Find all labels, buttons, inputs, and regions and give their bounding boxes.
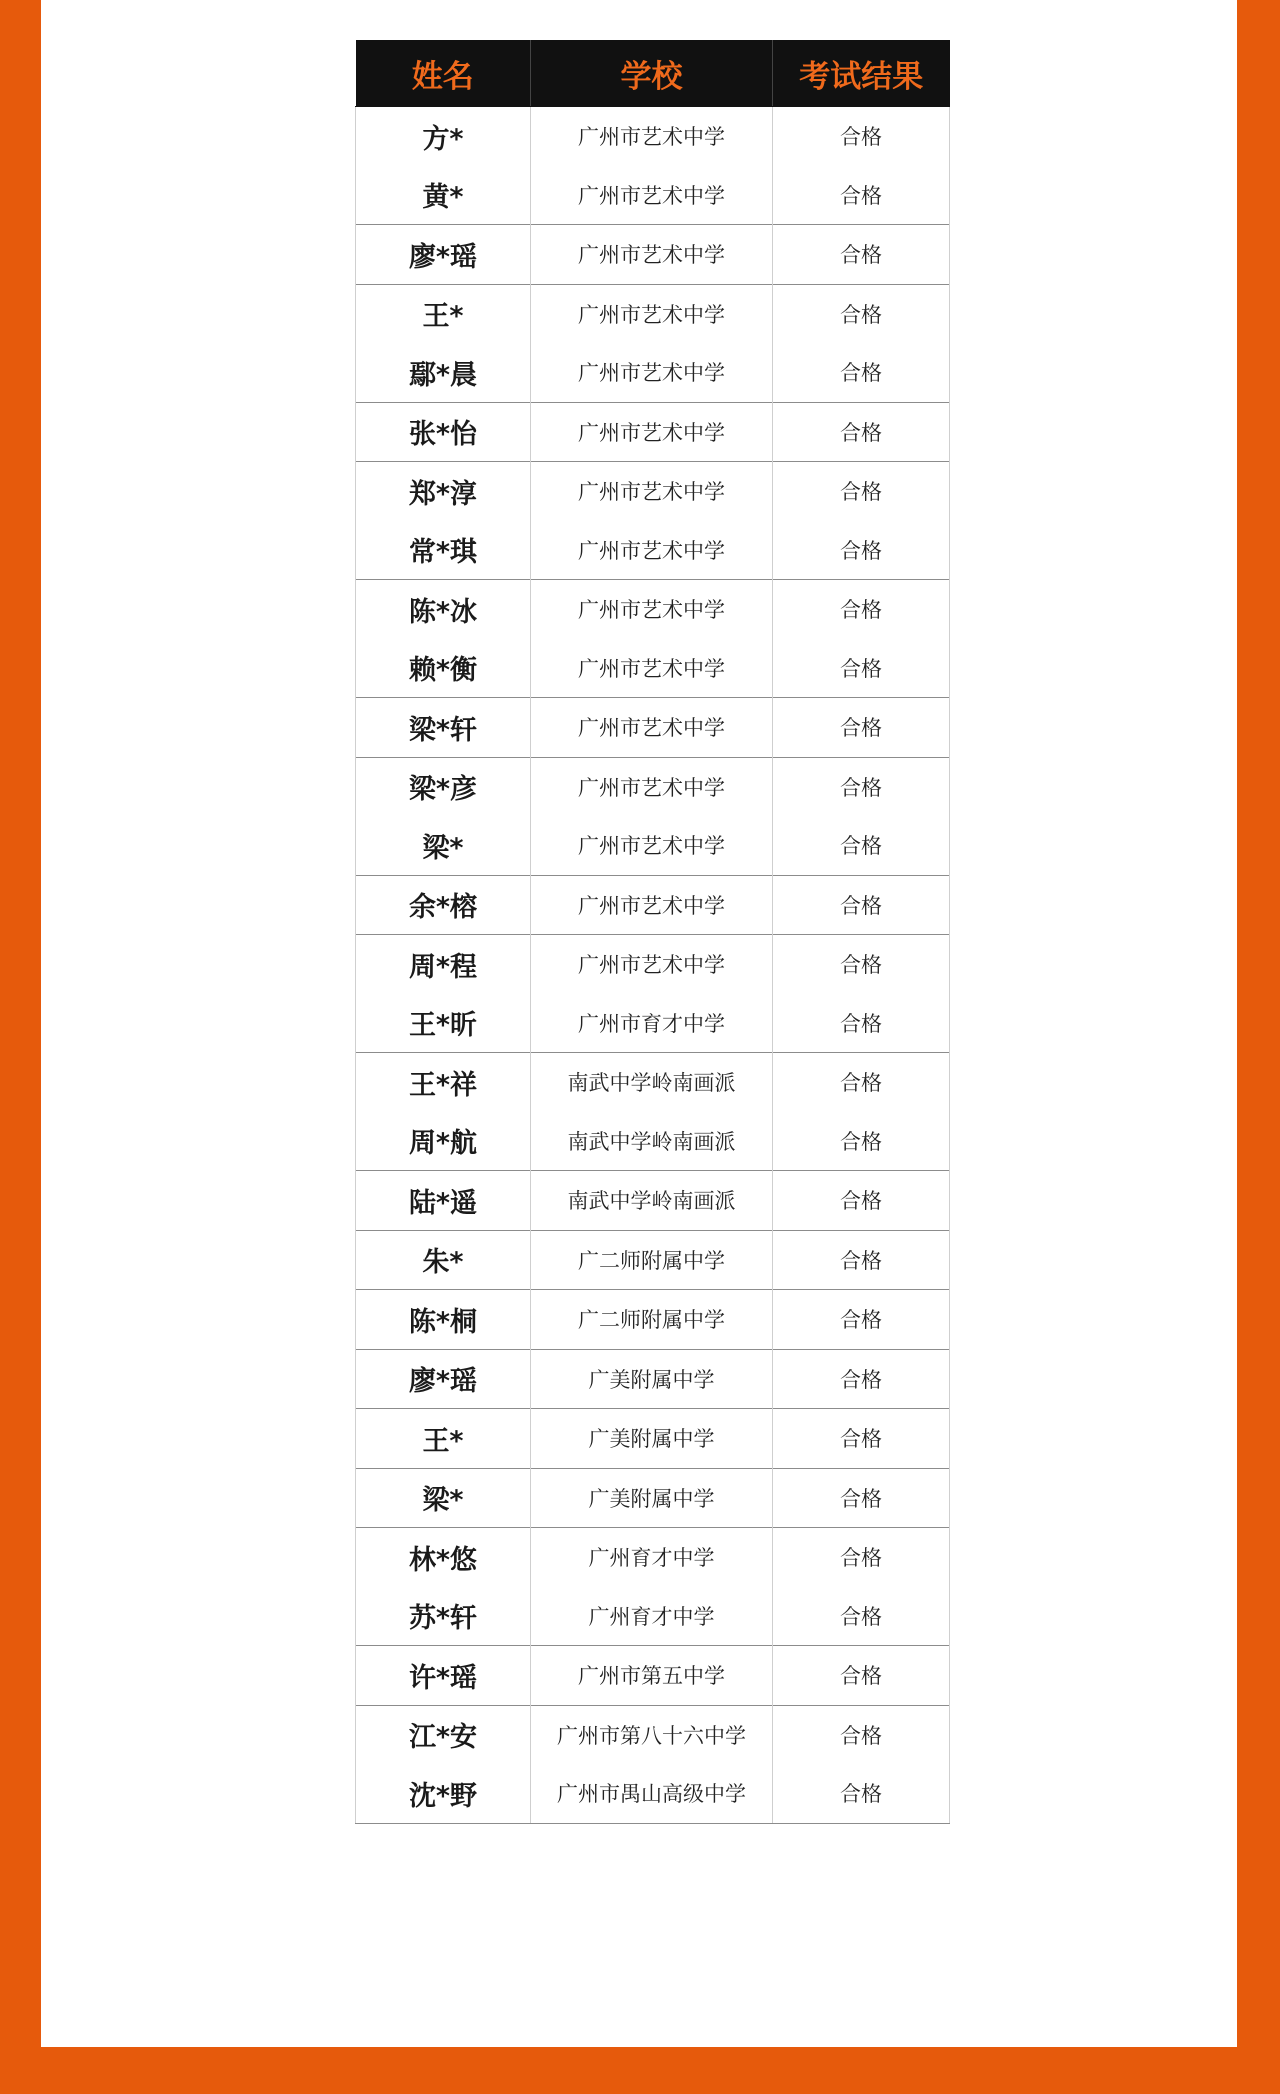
school-name-cell: 广州市艺术中学 — [531, 521, 773, 580]
student-name-cell: 张*怡 — [356, 402, 531, 462]
exam-results-table — [355, 40, 950, 1824]
student-name-cell: 赖*衡 — [356, 639, 531, 698]
school-name-cell: 广美附属中学 — [531, 1409, 773, 1469]
table-row — [356, 1171, 950, 1231]
student-name-cell: 沈*野 — [356, 1764, 531, 1823]
table-row — [356, 816, 950, 875]
exam-result-cell: 合格 — [773, 1468, 950, 1528]
exam-result-cell: 合格 — [773, 1349, 950, 1409]
school-name-cell: 广州育才中学 — [531, 1587, 773, 1646]
school-name-cell: 南武中学岭南画派 — [531, 1171, 773, 1231]
exam-result-cell: 合格 — [773, 1705, 950, 1764]
student-name-cell: 廖*瑶 — [356, 225, 531, 285]
table-row — [356, 166, 950, 225]
student-name-cell: 黄* — [356, 166, 531, 225]
table-row — [356, 1349, 950, 1409]
exam-result-cell: 合格 — [773, 1053, 950, 1112]
table-row — [356, 343, 950, 402]
exam-result-cell: 合格 — [773, 1171, 950, 1231]
school-name-cell: 广州市艺术中学 — [531, 757, 773, 816]
school-name-cell: 广州市艺术中学 — [531, 284, 773, 343]
exam-result-cell: 合格 — [773, 1764, 950, 1823]
table-row — [356, 1646, 950, 1706]
school-name-cell: 广州市艺术中学 — [531, 166, 773, 225]
school-name-cell: 广州市艺术中学 — [531, 402, 773, 462]
student-name-cell: 陈*桐 — [356, 1290, 531, 1350]
table-row — [356, 994, 950, 1053]
student-name-cell: 朱* — [356, 1230, 531, 1290]
exam-result-cell: 合格 — [773, 757, 950, 816]
exam-result-cell: 合格 — [773, 1587, 950, 1646]
exam-result-cell: 合格 — [773, 521, 950, 580]
exam-result-cell: 合格 — [773, 1409, 950, 1469]
table-row — [356, 1528, 950, 1587]
table-row — [356, 639, 950, 698]
school-name-cell: 广美附属中学 — [531, 1468, 773, 1528]
student-name-cell: 梁*轩 — [356, 698, 531, 758]
exam-result-cell: 合格 — [773, 1528, 950, 1587]
student-name-cell: 王* — [356, 1409, 531, 1469]
school-name-cell: 广州市艺术中学 — [531, 343, 773, 402]
table-body — [356, 107, 950, 1824]
exam-result-cell: 合格 — [773, 462, 950, 521]
student-name-cell: 许*瑶 — [356, 1646, 531, 1706]
school-name-cell: 广州市禺山高级中学 — [531, 1764, 773, 1823]
exam-result-cell: 合格 — [773, 1112, 950, 1171]
student-name-cell: 林*悠 — [356, 1528, 531, 1587]
header-name: 姓名 — [356, 40, 531, 107]
student-name-cell: 陆*遥 — [356, 1171, 531, 1231]
student-name-cell: 余*榕 — [356, 875, 531, 935]
table-row — [356, 1409, 950, 1469]
table-row — [356, 1705, 950, 1764]
student-name-cell: 周*程 — [356, 935, 531, 994]
school-name-cell: 广州市艺术中学 — [531, 816, 773, 875]
exam-result-cell: 合格 — [773, 580, 950, 639]
exam-result-cell: 合格 — [773, 639, 950, 698]
exam-result-cell: 合格 — [773, 994, 950, 1053]
exam-result-cell: 合格 — [773, 1290, 950, 1350]
school-name-cell: 广州市艺术中学 — [531, 580, 773, 639]
exam-result-cell: 合格 — [773, 1230, 950, 1290]
table-row — [356, 698, 950, 758]
frame-bottom-border — [0, 2047, 1280, 2094]
table-row — [356, 1290, 950, 1350]
table-row — [356, 935, 950, 994]
student-name-cell: 周*航 — [356, 1112, 531, 1171]
exam-result-cell: 合格 — [773, 107, 950, 166]
school-name-cell: 广州市艺术中学 — [531, 107, 773, 166]
student-name-cell: 王* — [356, 284, 531, 343]
exam-result-cell: 合格 — [773, 875, 950, 935]
student-name-cell: 苏*轩 — [356, 1587, 531, 1646]
student-name-cell: 陈*冰 — [356, 580, 531, 639]
school-name-cell: 广州市艺术中学 — [531, 935, 773, 994]
table-row — [356, 1468, 950, 1528]
student-name-cell: 常*琪 — [356, 521, 531, 580]
table-row — [356, 1053, 950, 1112]
header-result: 考试结果 — [773, 40, 950, 107]
table-row — [356, 1112, 950, 1171]
school-name-cell: 南武中学岭南画派 — [531, 1053, 773, 1112]
school-name-cell: 广州市第八十六中学 — [531, 1705, 773, 1764]
school-name-cell: 广州育才中学 — [531, 1528, 773, 1587]
school-name-cell: 广州市育才中学 — [531, 994, 773, 1053]
table-row — [356, 402, 950, 462]
school-name-cell: 广州市艺术中学 — [531, 875, 773, 935]
exam-result-cell: 合格 — [773, 225, 950, 285]
school-name-cell: 广州市艺术中学 — [531, 698, 773, 758]
table-row — [356, 1230, 950, 1290]
student-name-cell: 梁* — [356, 816, 531, 875]
student-name-cell: 方* — [356, 107, 531, 166]
exam-result-cell: 合格 — [773, 935, 950, 994]
table-row — [356, 757, 950, 816]
school-name-cell: 广州市艺术中学 — [531, 462, 773, 521]
table-row — [356, 875, 950, 935]
student-name-cell: 王*祥 — [356, 1053, 531, 1112]
exam-result-cell: 合格 — [773, 698, 950, 758]
student-name-cell: 廖*瑶 — [356, 1349, 531, 1409]
exam-result-cell: 合格 — [773, 1646, 950, 1706]
exam-result-cell: 合格 — [773, 402, 950, 462]
school-name-cell: 广二师附属中学 — [531, 1290, 773, 1350]
table-row — [356, 1587, 950, 1646]
student-name-cell: 江*安 — [356, 1705, 531, 1764]
header-school: 学校 — [531, 40, 773, 107]
student-name-cell: 王*昕 — [356, 994, 531, 1053]
exam-result-cell: 合格 — [773, 816, 950, 875]
table-row — [356, 284, 950, 343]
school-name-cell: 广州市艺术中学 — [531, 225, 773, 285]
table-row — [356, 462, 950, 521]
table-row — [356, 580, 950, 639]
school-name-cell: 南武中学岭南画派 — [531, 1112, 773, 1171]
student-name-cell: 郑*淳 — [356, 462, 531, 521]
frame-right-border — [1237, 0, 1280, 2094]
school-name-cell: 广州市艺术中学 — [531, 639, 773, 698]
header-row — [356, 40, 950, 107]
frame-left-border — [0, 0, 41, 2094]
school-name-cell: 广二师附属中学 — [531, 1230, 773, 1290]
exam-result-cell: 合格 — [773, 284, 950, 343]
table-header — [356, 40, 950, 107]
student-name-cell: 梁* — [356, 1468, 531, 1528]
school-name-cell: 广美附属中学 — [531, 1349, 773, 1409]
table-row — [356, 225, 950, 285]
student-name-cell: 梁*彦 — [356, 757, 531, 816]
student-name-cell: 鄢*晨 — [356, 343, 531, 402]
table-row — [356, 521, 950, 580]
table-row — [356, 1764, 950, 1823]
school-name-cell: 广州市第五中学 — [531, 1646, 773, 1706]
table-row — [356, 107, 950, 166]
exam-result-cell: 合格 — [773, 343, 950, 402]
exam-result-cell: 合格 — [773, 166, 950, 225]
